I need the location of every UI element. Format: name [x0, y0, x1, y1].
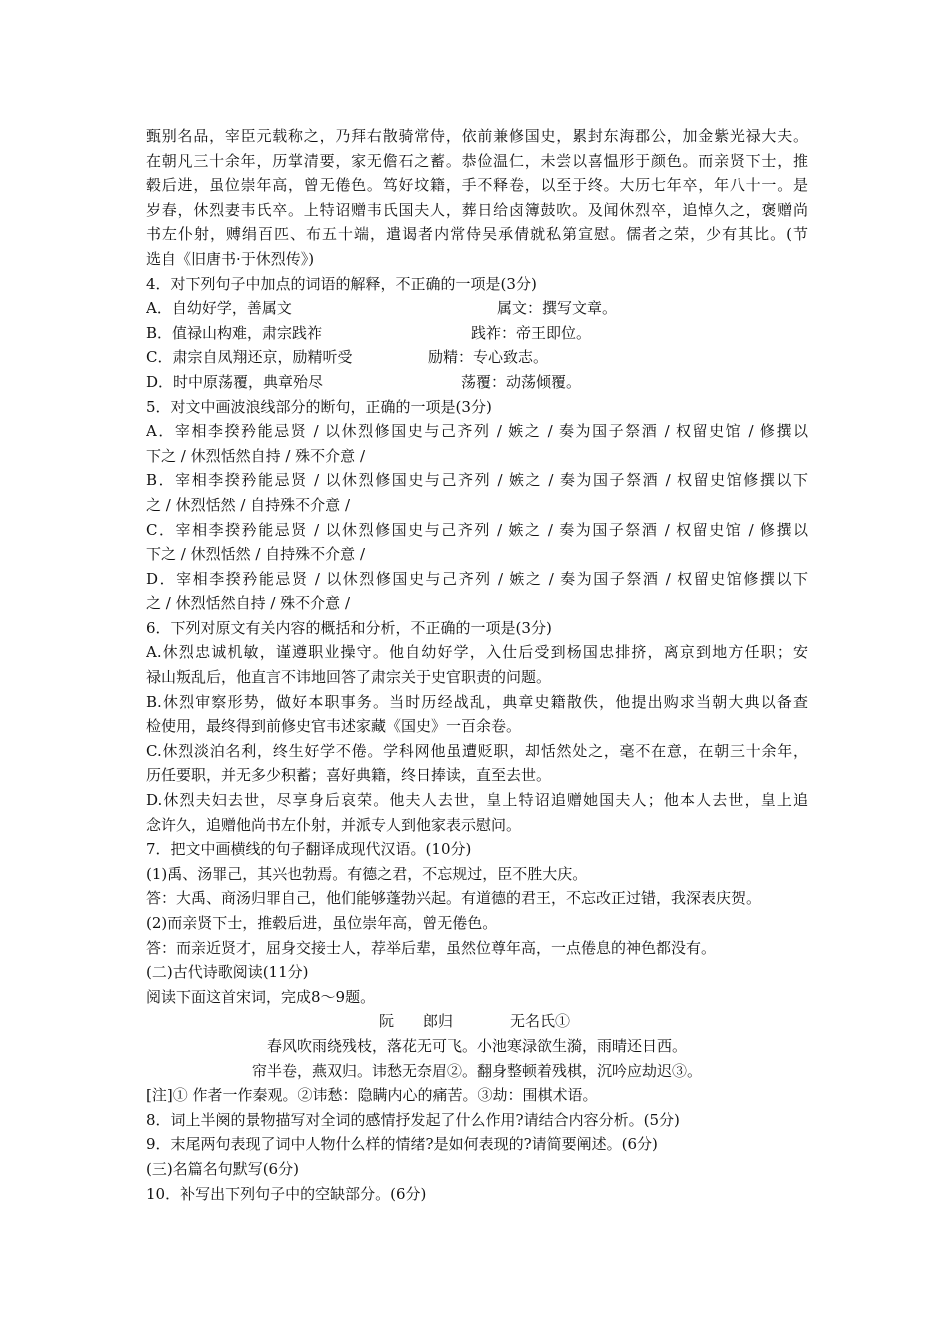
- option-line: 之 / 休烈恬然自持 / 殊不介意 /: [146, 594, 351, 613]
- option-line: 之 / 休烈恬然 / 自持殊不介意 /: [146, 495, 351, 514]
- option-line: D．宰相李揆矜能忌贤 / 以休烈修国史与己齐列 / 嫉之 / 奏为国子祭酒 / 权留史馆修撰以下: [146, 569, 808, 588]
- poem-verse: 春风吹雨绕残枝，落花无可飞。小池寒渌欲生漪，雨晴还日西。: [266, 1036, 687, 1055]
- question-4: [146, 272, 808, 395]
- section-heading: (三)名篇名句默写(6分): [146, 1159, 299, 1178]
- option-sentence: D．时中原荡覆，典章殆尽: [146, 372, 324, 391]
- question-stem: 5．对文中画波浪线部分的断句，正确的一项是(3分): [146, 397, 492, 416]
- option-line: C．宰相李揆矜能忌贤 / 以休烈修国史与己齐列 / 嫉之 / 奏为国子祭酒 / 权留史馆 / 修撰以: [146, 520, 808, 539]
- option-line: A.休烈忠诚机敏，谨遵职业操守。他自幼好学，入仕后受到杨国忠排挤，离京到地方任职；安: [146, 643, 808, 662]
- option-explanation: 荡覆：动荡倾覆。: [461, 372, 582, 391]
- question-6: [146, 616, 808, 837]
- section-heading: (二)古代诗歌阅读(11分): [146, 963, 309, 982]
- document-page: [146, 124, 808, 1206]
- answer-1: 答：大禹、商汤归罪自己，他们能够蓬勃兴起。有道德的君王，不忘改正过错，我深表庆贺。: [146, 889, 762, 908]
- option-line: B．宰相李揆矜能忌贤 / 以休烈修国史与己齐列 / 嫉之 / 奏为国子祭酒 / 权留史馆修撰以下: [146, 471, 808, 490]
- poem-title-part: 阮: [379, 1012, 395, 1031]
- option-a: [146, 296, 808, 321]
- question-9: 9．末尾两句表现了词中人物什么样的情绪?是如何表现的?请简要阐述。(6分): [146, 1135, 658, 1154]
- option-line: 念许久，追赠他尚书左仆射，并派专人到他家表示慰问。: [146, 815, 522, 834]
- passage-line: 毂后进，虽位崇年高，曾无倦色。笃好坟籍，手不释卷，以至于终。大历七年卒，年八十一。是: [146, 176, 808, 195]
- question-stem: 4．对下列句子中加点的词语的解释，不正确的一项是(3分): [146, 274, 537, 293]
- option-sentence: A．自幼好学，善属文: [146, 299, 292, 318]
- option-line: D.休烈夫妇去世，尽享身后哀荣。他夫人去世，皇上特诏追赠她国夫人；他本人去世，皇上追: [146, 791, 808, 810]
- question-10: 10．补写出下列句子中的空缺部分。(6分): [146, 1184, 427, 1203]
- passage-line: 岁春，休烈妻韦氏卒。上特诏赠韦氏国夫人，葬日给卤簿鼓吹。及闻休烈卒，追悼久之，褒赠尚: [146, 200, 808, 219]
- passage-line: 书左仆射，赙绢百匹、布五十端，遣谒者内常侍吴承倩就私第宣慰。儒者之荣，少有其比。(节: [146, 225, 808, 244]
- option-line: 禄山叛乱后，他直言不讳地回答了肃宗关于史官职责的问题。: [146, 668, 552, 687]
- option-line: 下之 / 休烈恬然 / 自持殊不介意 /: [146, 545, 366, 564]
- dictation-section: [146, 1157, 808, 1206]
- passage-line: 选自《旧唐书·于休烈传》): [146, 249, 315, 268]
- option-line: A．宰相李揆矜能忌贤 / 以休烈修国史与己齐列 / 嫉之 / 奏为国子祭酒 / 权留史馆 / 修撰以: [146, 422, 808, 441]
- option-explanation: 属文：撰写文章。: [497, 299, 618, 318]
- option-explanation: 践祚：帝王即位。: [471, 323, 592, 342]
- poem-title-part: 郎归: [423, 1012, 454, 1031]
- question-stem: 7．把文中画横线的句子翻译成现代汉语。(10分): [146, 840, 472, 859]
- option-line: 历任要职，并无多少积蓄；喜好典籍，终日捧读，直至去世。: [146, 766, 552, 785]
- option-c: [146, 345, 808, 370]
- poem-note: [注]① 作者一作秦观。②讳愁：隐瞒内心的痛苦。③劫：围棋术语。: [146, 1086, 598, 1105]
- question-5: [146, 395, 808, 616]
- section-intro: 阅读下面这首宋词，完成8～9题。: [146, 987, 376, 1006]
- option-explanation: 励精：专心致志。: [428, 348, 549, 367]
- poem-author: 无名氏①: [510, 1012, 571, 1031]
- option-d: [146, 370, 808, 395]
- sentence-1: (1)禹、汤罪己，其兴也勃焉。有德之君，不忘规过，臣不胜大庆。: [146, 864, 588, 883]
- option-b: [146, 321, 808, 346]
- poem-verse: 帘半卷，燕双归。讳愁无奈眉②。翻身整顿着残棋，沉吟应劫迟③。: [251, 1061, 702, 1080]
- question-stem: 6．下列对原文有关内容的概括和分析，不正确的一项是(3分): [146, 618, 552, 637]
- question-7: [146, 837, 808, 960]
- answer-2: 答：而亲近贤才，屈身交接士人，荐举后辈，虽然位尊年高，一点倦息的神色都没有。: [146, 938, 717, 957]
- option-line: C.休烈淡泊名利，终生好学不倦。学科网他虽遭贬职，却恬然处之，毫不在意，在朝三十余年，: [146, 741, 808, 760]
- poetry-section: [146, 960, 808, 1157]
- option-sentence: B．值禄山构难，肃宗践祚: [146, 323, 323, 342]
- passage-line: 在朝凡三十余年，历掌清要，家无儋石之蓄。恭俭温仁，未尝以喜愠形于颜色。而亲贤下士，推: [146, 151, 808, 170]
- option-line: 检使用，最终得到前修史官韦述家藏《国史》一百余卷。: [146, 717, 522, 736]
- option-sentence: C．肃宗自凤翔还京，励精听受: [146, 348, 353, 367]
- option-line: 下之 / 休烈恬然自持 / 殊不介意 /: [146, 446, 366, 465]
- passage-line: 甄别名品，宰臣元载称之，乃拜右散骑常侍，依前兼修国史，累封东海郡公，加金紫光禄大夫。: [146, 127, 808, 145]
- poem-title: [146, 1009, 808, 1034]
- passage: [146, 124, 808, 272]
- option-line: B.休烈审察形势，做好本职事务。当时历经战乱，典章史籍散佚，他提出购求当朝大典以备查: [146, 692, 808, 711]
- question-8: 8．词上半阕的景物描写对全词的感情抒发起了什么作用?请结合内容分析。(5分): [146, 1110, 680, 1129]
- sentence-2: (2)而亲贤下士，推毂后进，虽位崇年高，曾无倦色。: [146, 914, 498, 932]
